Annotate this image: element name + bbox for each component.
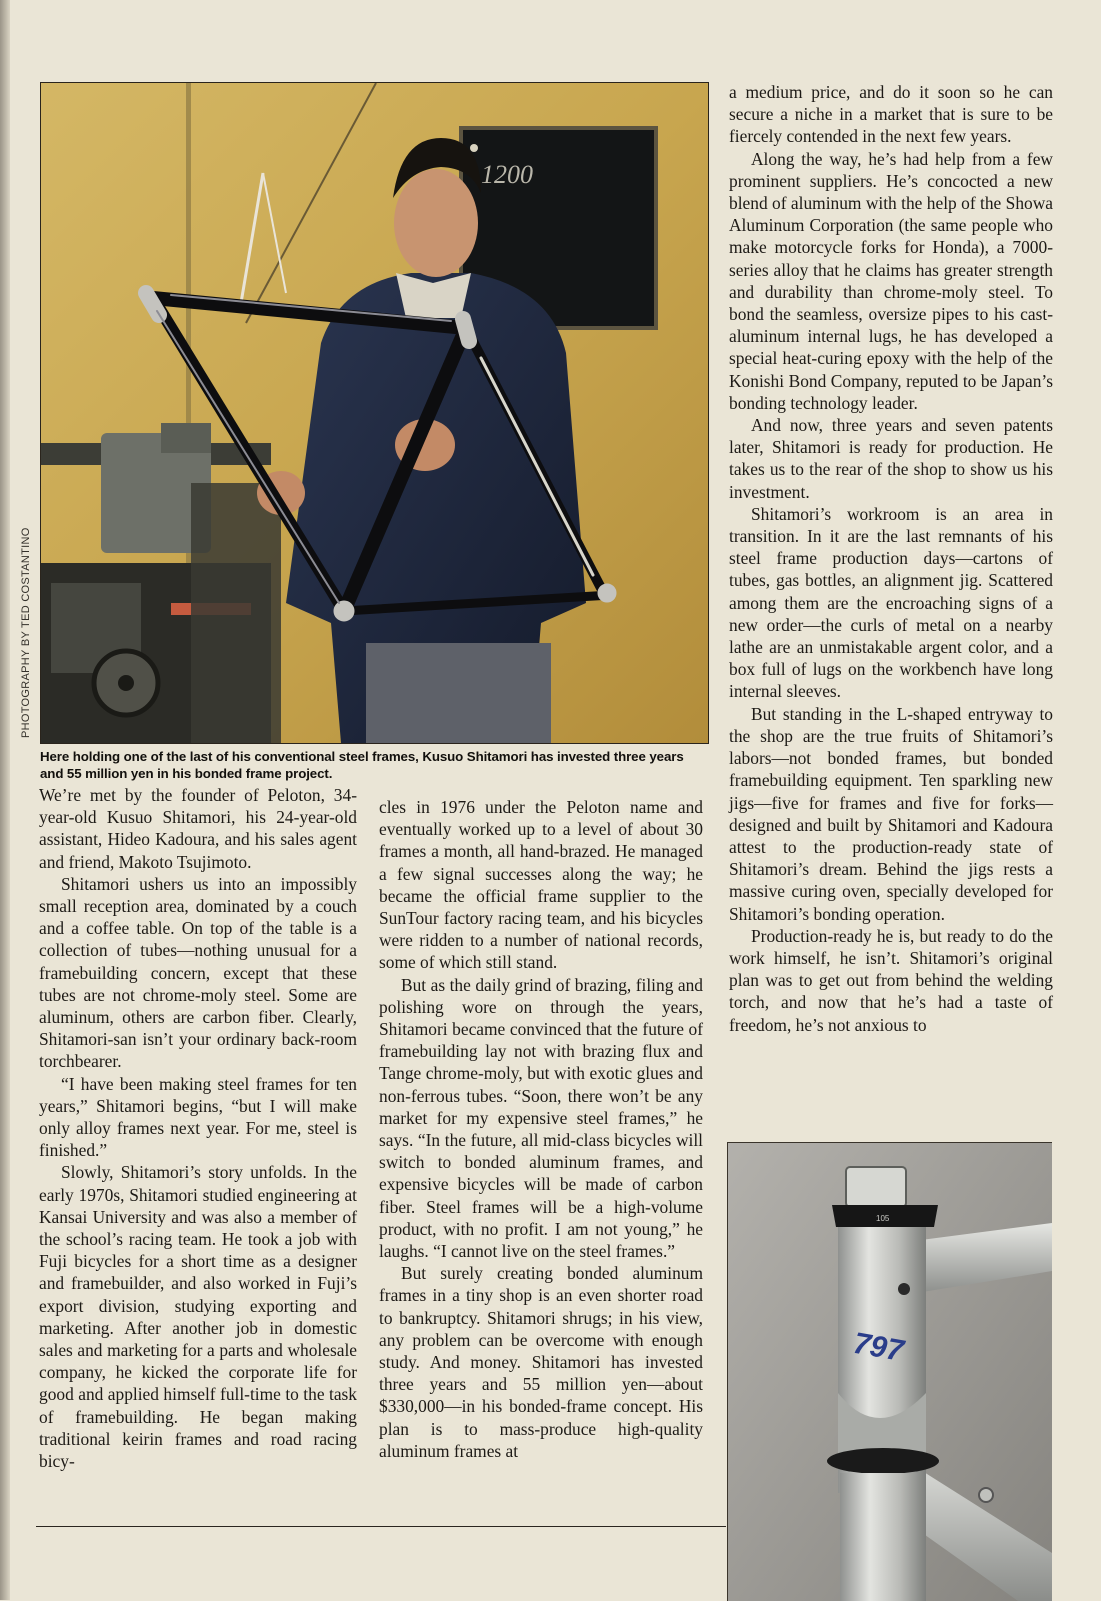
photo-shitamori-with-frame: [40, 82, 709, 744]
paragraph: We’re met by the founder of Peloton, 34-year-old Kusuo Shitamori, his 24-year-old assistant, Hideo Kadoura, and his sales agent and friend, Makoto Tsujimoto.: [39, 785, 357, 872]
article-column-2: [379, 796, 703, 1462]
paragraph: cles in 1976 under the Peloton name and eventually worked up to a level of about 30 frames a month, all hand-brazed. He managed a few signal successes along the way; he became the official frame supplier to the SunTour factory racing team, and his bicycles were ridden to a number of national records, some of which still stand.: [379, 797, 703, 973]
paragraph: Shitamori ushers us into an impossibly small reception area, dominated by a couch and a coffee table. On top of the table is a collection of tubes—nothing unusual for a framebuilding concern, except that these tubes are not chrome-moly steel. Some are aluminum, others are carbon fiber. Clearly, Shitamori-san isn’t your ordinary back-room torchbearer.: [39, 873, 357, 1072]
article-column-3: [729, 81, 1053, 1036]
blackboard-text: 1200: [481, 160, 533, 189]
paragraph: But as the daily grind of brazing, filing and polishing wore on through the years, Shitamori became convinced that the future of framebuilding lay not with brazing flux and Tange chrome-moly, but with exotic glues and non-ferrous tubes. “Soon, there won’t be any market for my expensive steel frames,” he says. “In the future, all mid-class bicycles will switch to bonded aluminum frames, and expensive bicycles will be made of carbon fiber. Steel frames will be a high-volume product, with no profit. I am not young,” he laughs. “I cannot live on the steel frames.”: [379, 974, 703, 1262]
paragraph: Production-ready he is, but ready to do the work himself, he isn’t. Shitamori’s original plan was to get out from behind the welding torch, and now that he’s had a taste of freedom, he’s not anxious to: [729, 925, 1053, 1035]
footer-rule: [36, 1526, 726, 1527]
paragraph: Along the way, he’s had help from a few prominent suppliers. He’s concocted a new blend of aluminum with the help of the Showa Aluminum Corporation (the same people who make motorcycle forks for Honda), a 7000-series alloy that he claims has greater strength and durability than chrome-moly steel. To bond the seamless, oversize pipes to his cast-aluminum internal lugs, he has developed a special heat-curing epoxy with the help of the Konishi Bond Company, reputed to be Japan’s bonding technology leader.: [729, 148, 1053, 413]
tube-decal: 797: [850, 1326, 906, 1368]
paragraph: And now, three years and seven patents later, Shitamori is ready for production. He takes us to the rear of the shop to show us his investment.: [729, 415, 1053, 502]
page-gutter: [0, 0, 10, 1600]
headset-nut: [846, 1167, 906, 1207]
paragraph: Shitamori’s workroom is an area in transition. In it are the last remnants of his steel frame production days—cartons of tubes, gas bottles, an alignment jig. Scattered among them are the encroaching signs of a new order—the curls of metal on a nearby lathe are an unmistakable argent color, and a box full of lugs on the workbench have long internal sleeves.: [729, 503, 1053, 702]
photo-credit: PHOTOGRAPHY BY TED COSTANTINO: [20, 527, 32, 738]
paragraph: a medium price, and do it soon so he can secure a niche in a market that is sure to be fiercely contended in the next few years.: [729, 82, 1053, 147]
article-column-1: [39, 784, 357, 1472]
paragraph: But surely creating bonded aluminum frames in a tiny shop is an even shorter road to bankruptcy. Shitamori shrugs; in his view, any problem can be overcome with enough study. And money. Shitamori has invested three years and 55 million yen—about $330,000—in his bonded-frame concept. His plan is to mass-produce high-quality aluminum frames at: [379, 1263, 703, 1461]
paragraph: Slowly, Shitamori’s story unfolds. In the early 1970s, Shitamori studied engineering at Kansai University and was also a member of the school’s racing team. He took a job with Fuji bicycles for a short time as a designer and framebuilder, and also worked in Fuji’s export division, studying exporting and marketing. After another job in domestic sales and marketing for a parts and wholesale company, he kicked the corporate life for good and applied himself full-time to the task of framebuilding. He began making traditional keirin frames and road racing bicy-: [39, 1162, 357, 1472]
lower-headset: [827, 1448, 939, 1474]
paragraph: “I have been making steel frames for ten years,” Shitamori begins, “but I will make only alloy frames next year. For me, steel is finished.”: [39, 1073, 357, 1161]
paragraph: But standing in the L-shaped entryway to the shop are the true fruits of Shitamori’s labors—not bonded frames, but bonded framebuilding equipment. Ten sparkling new jigs—five for frames and five for forks—designed and built by Shitamori and Kadoura attest to the production-ready state of Shitamori’s dream. Behind the jigs rests a massive curing oven, specially developed for Shitamori’s bonding operation.: [729, 703, 1053, 924]
photo-aluminum-frame-detail: [727, 1142, 1052, 1601]
figure-caption: Here holding one of the last of his conventional steel frames, Kusuo Shitamori has invested three years and 55 million yen in his bonded frame project.: [40, 749, 684, 781]
headset-label: 105: [876, 1214, 890, 1223]
